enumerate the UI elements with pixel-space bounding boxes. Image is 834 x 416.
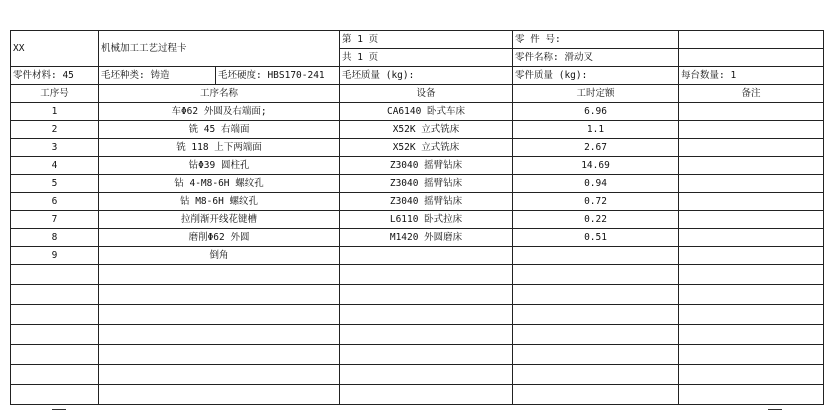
part-name-extra <box>679 49 824 67</box>
equipment-cell: M1420 外圆磨床 <box>340 229 513 247</box>
op-name-cell: 铣 45 右端面 <box>99 121 340 139</box>
note-cell <box>679 285 824 305</box>
note-cell <box>679 247 824 265</box>
equipment-cell: Z3040 摇臂钻床 <box>340 175 513 193</box>
material-cell: 零件材料: 45 <box>11 67 99 85</box>
time-cell <box>513 365 679 385</box>
time-cell <box>513 325 679 345</box>
blank-type-cell: 毛坯种类: 铸造 <box>99 67 216 85</box>
op-name-cell <box>99 305 340 325</box>
op-name-cell <box>99 365 340 385</box>
note-cell <box>679 175 824 193</box>
note-cell <box>679 229 824 247</box>
page-total: 共 1 页 <box>340 49 513 67</box>
company-cell: XX <box>11 31 99 67</box>
equipment-cell <box>340 385 513 405</box>
equipment-cell <box>340 305 513 325</box>
op-name-cell: 钻 4-M8-6H 螺纹孔 <box>99 175 340 193</box>
note-cell <box>679 365 824 385</box>
note-cell <box>679 157 824 175</box>
equipment-cell <box>340 325 513 345</box>
equipment-cell <box>340 285 513 305</box>
table-row <box>11 193 824 211</box>
equipment-cell: Z3040 摇臂钻床 <box>340 157 513 175</box>
part-mass-cell: 零件质量 (kg): <box>513 67 679 85</box>
note-cell <box>679 139 824 157</box>
op-number-cell: 6 <box>11 193 99 211</box>
table-row <box>11 175 824 193</box>
time-cell: 1.1 <box>513 121 679 139</box>
note-cell <box>679 385 824 405</box>
table-row <box>11 103 824 121</box>
time-cell: 2.67 <box>513 139 679 157</box>
time-cell <box>513 247 679 265</box>
op-number-cell: 9 <box>11 247 99 265</box>
column-header-name: 工序名称 <box>99 85 340 103</box>
time-cell: 0.72 <box>513 193 679 211</box>
note-cell <box>679 211 824 229</box>
part-number-value <box>679 31 824 49</box>
note-cell <box>679 325 824 345</box>
op-number-cell <box>11 365 99 385</box>
op-number-cell <box>11 305 99 325</box>
op-name-cell <box>99 265 340 285</box>
op-name-cell: 钻 M8-6H 螺纹孔 <box>99 193 340 211</box>
table-row <box>11 157 824 175</box>
table-row <box>11 229 824 247</box>
equipment-cell <box>340 365 513 385</box>
op-number-cell: 1 <box>11 103 99 121</box>
page-number: 第 1 页 <box>340 31 513 49</box>
time-cell: 14.69 <box>513 157 679 175</box>
equipment-cell: X52K 立式铣床 <box>340 121 513 139</box>
op-name-cell: 磨削Φ62 外圆 <box>99 229 340 247</box>
op-number-cell: 8 <box>11 229 99 247</box>
op-name-cell: 铣 118 上下两端面 <box>99 139 340 157</box>
equipment-cell: L6110 卧式拉床 <box>340 211 513 229</box>
empty-row <box>11 265 824 285</box>
time-cell <box>513 265 679 285</box>
equipment-cell: X52K 立式铣床 <box>340 139 513 157</box>
time-cell <box>513 385 679 405</box>
time-cell <box>513 305 679 325</box>
equipment-cell: Z3040 摇臂钻床 <box>340 193 513 211</box>
process-rows <box>11 103 824 405</box>
op-name-cell: 车Φ62 外圆及右端面; <box>99 103 340 121</box>
empty-row <box>11 325 824 345</box>
op-name-cell: 拉削渐开线花键槽 <box>99 211 340 229</box>
part-number-label: 零 件 号: <box>513 31 679 49</box>
op-number-cell: 5 <box>11 175 99 193</box>
equipment-cell: CA6140 卧式车床 <box>340 103 513 121</box>
op-name-cell: 倒角 <box>99 247 340 265</box>
op-number-cell <box>11 325 99 345</box>
empty-row <box>11 385 824 405</box>
op-number-cell <box>11 265 99 285</box>
time-cell <box>513 285 679 305</box>
note-cell <box>679 265 824 285</box>
note-cell <box>679 305 824 325</box>
note-cell <box>679 193 824 211</box>
column-header-equipment: 设备 <box>340 85 513 103</box>
note-cell <box>679 103 824 121</box>
equipment-cell <box>340 247 513 265</box>
table-row <box>11 211 824 229</box>
empty-row <box>11 345 824 365</box>
time-cell <box>513 345 679 365</box>
time-cell: 6.96 <box>513 103 679 121</box>
op-name-cell <box>99 385 340 405</box>
time-cell: 0.51 <box>513 229 679 247</box>
equipment-cell <box>340 265 513 285</box>
time-cell: 0.94 <box>513 175 679 193</box>
blank-hardness-cell: 毛坯硬度: HBS170-241 <box>216 67 340 85</box>
op-number-cell: 2 <box>11 121 99 139</box>
op-number-cell <box>11 345 99 365</box>
table-row <box>11 247 824 265</box>
op-name-cell <box>99 285 340 305</box>
op-name-cell <box>99 345 340 365</box>
empty-row <box>11 285 824 305</box>
column-header-note: 备注 <box>679 85 824 103</box>
op-number-cell: 3 <box>11 139 99 157</box>
table-row <box>11 139 824 157</box>
op-number-cell: 4 <box>11 157 99 175</box>
op-number-cell: 7 <box>11 211 99 229</box>
time-cell: 0.22 <box>513 211 679 229</box>
op-number-cell <box>11 385 99 405</box>
empty-row <box>11 365 824 385</box>
qty-per-unit-cell: 每台数量: 1 <box>679 67 824 85</box>
column-header-no: 工序号 <box>11 85 99 103</box>
note-cell <box>679 121 824 139</box>
op-number-cell <box>11 285 99 305</box>
note-cell <box>679 345 824 365</box>
column-header-time: 工时定额 <box>513 85 679 103</box>
op-name-cell <box>99 325 340 345</box>
empty-row <box>11 305 824 325</box>
table-row <box>11 121 824 139</box>
op-name-cell: 钻Φ39 圆柱孔 <box>99 157 340 175</box>
equipment-cell <box>340 345 513 365</box>
process-card-table <box>10 30 824 405</box>
part-name: 零件名称: 滑动叉 <box>513 49 679 67</box>
card-title: 机械加工工艺过程卡 <box>99 31 340 67</box>
blank-mass-cell: 毛坯质量 (kg): <box>340 67 513 85</box>
